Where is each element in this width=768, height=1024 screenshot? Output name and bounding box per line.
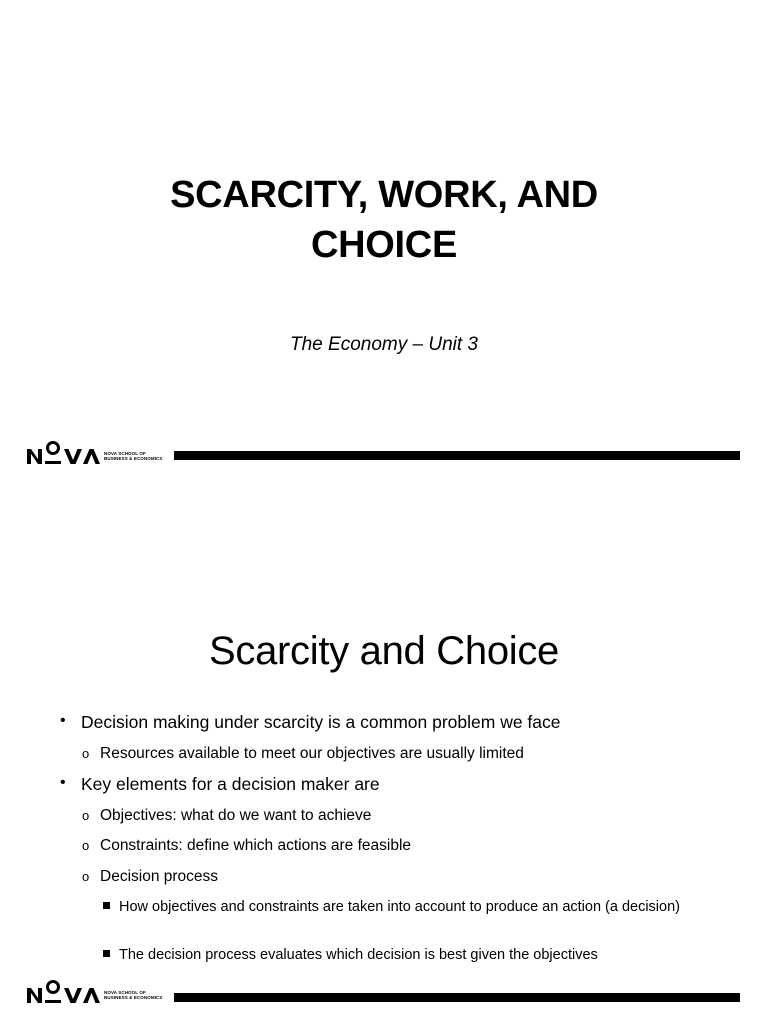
slide-title: Scarcity and Choice (208, 629, 560, 673)
hollow-bullet-icon: o (82, 838, 90, 853)
hollow-bullet-icon: o (82, 746, 90, 761)
footer-bar (174, 993, 740, 1002)
logo-subtitle-line-2: BUSINESS & ECONOMICS (104, 995, 163, 1000)
content-slide (0, 512, 768, 1024)
slide-footer (0, 979, 768, 1009)
bullet-icon: • (60, 774, 66, 791)
slide-subtitle: The Economy – Unit 3 (290, 334, 478, 355)
nova-logo (26, 440, 102, 466)
bullet-icon: • (60, 712, 66, 729)
list-item: o Constraints: define which actions are feasible (82, 837, 412, 854)
logo-subtitle (104, 451, 163, 461)
slide-title-line-2: CHOICE (311, 224, 457, 266)
square-bullet-icon (103, 950, 110, 957)
square-bullet-icon (103, 902, 110, 909)
logo-subtitle-line-1: NOVA SCHOOL OF (104, 451, 146, 456)
slide-footer (0, 440, 768, 470)
slide-title (84, 170, 684, 270)
nova-wordmark-icon (26, 979, 102, 1005)
list-item: The decision process evaluates which decision is best given the objectives (103, 946, 703, 965)
logo-subtitle-line-1: NOVA SCHOOL OF (104, 990, 146, 995)
footer-bar (174, 451, 740, 460)
list-item: o Decision process (82, 868, 219, 885)
hollow-bullet-icon: o (82, 808, 90, 823)
nova-logo (26, 979, 102, 1005)
logo-subtitle (104, 990, 163, 1000)
logo-subtitle-line-2: BUSINESS & ECONOMICS (104, 456, 163, 461)
list-item: o Resources available to meet our objectives are usually limited (82, 745, 524, 762)
hollow-bullet-icon: o (82, 869, 90, 884)
list-item: How objectives and constraints are taken into account to produce an action (a decision) (103, 898, 703, 917)
slide-title-line-1: SCARCITY, WORK, AND (170, 174, 598, 216)
list-item: • Key elements for a decision maker are (60, 774, 380, 794)
list-item: • Decision making under scarcity is a common problem we face (60, 712, 561, 732)
list-item: o Objectives: what do we want to achieve (82, 807, 372, 824)
nova-wordmark-icon (26, 440, 102, 466)
